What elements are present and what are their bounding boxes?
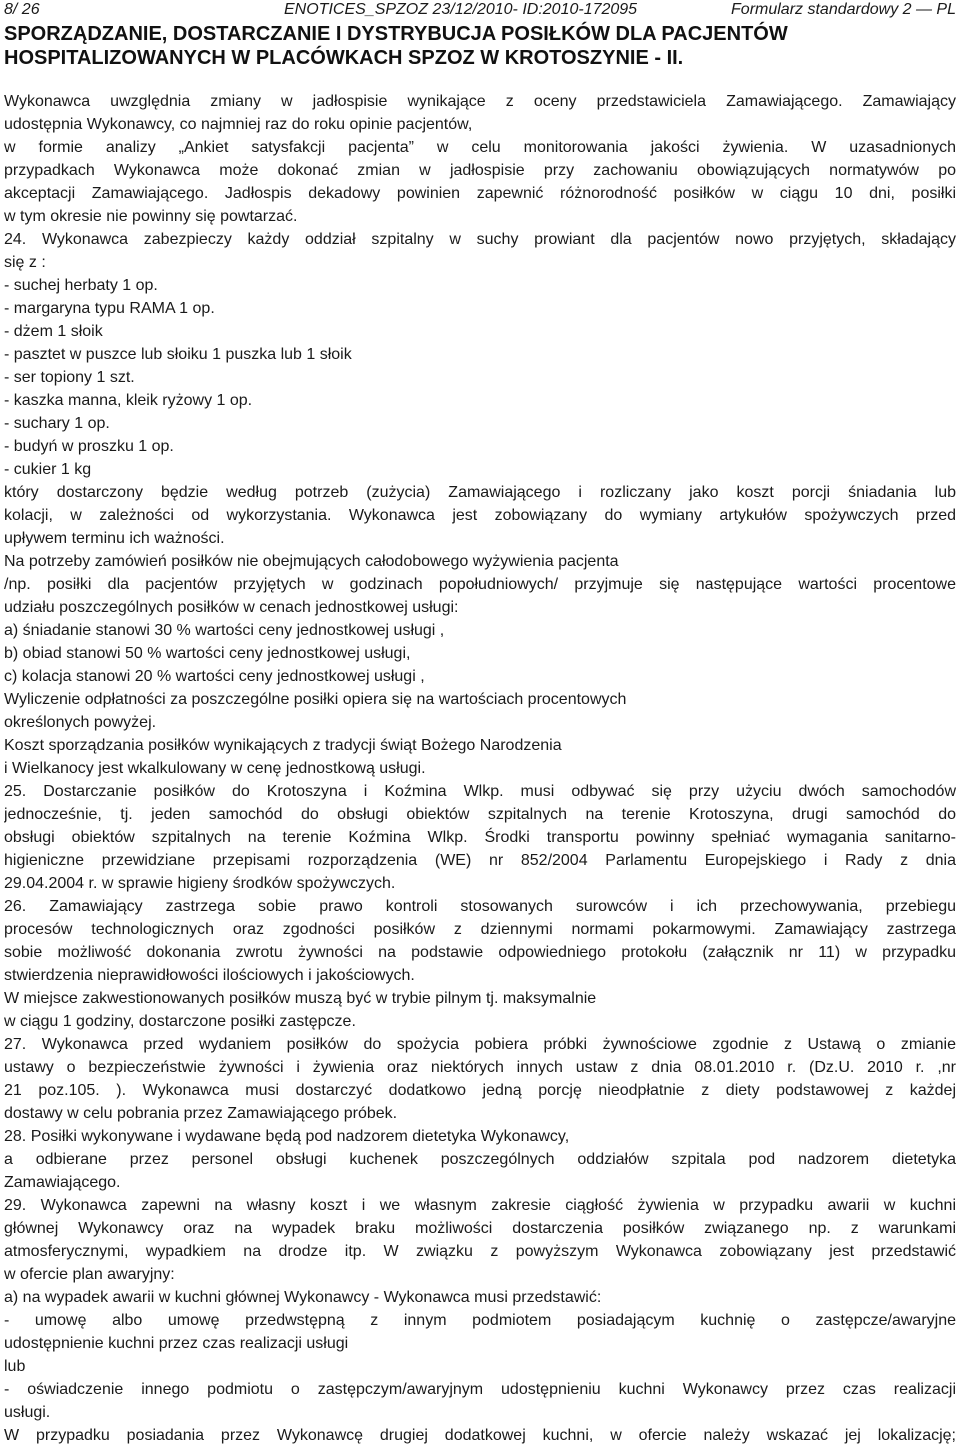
text-line: - umowę albo umowę przedwstępną z innym podmiotem posiadającym kuchnię o zastępcze/awaryjne	[4, 1312, 956, 1329]
text-line: b) obiad stanowi 50 % wartości ceny jednostkowej usługi,	[4, 645, 411, 662]
text-line: 25. Dostarczanie posiłków do Krotoszyna i Koźmina Wlkp. musi odbywać się przy użyciu dwóch samochodów	[4, 783, 956, 800]
text-line: - pasztet w puszce lub słoiku 1 puszka lub 1 słoik	[4, 346, 352, 363]
text-line: W przypadku posiadania przez Wykonawcę drugiej dodatkowej kuchni, w ofercie należy wskazać jej lokalizację;	[4, 1427, 956, 1444]
text-line: udziału poszczególnych posiłków w cenach jednostkowej usługi:	[4, 599, 459, 616]
page-header	[4, 0, 956, 20]
text-line: w ciągu 1 godziny, dostarczone posiłki zastępcze.	[4, 1013, 356, 1030]
text-line: procesów technologicznych oraz zgodności posiłków z dziennymi normami pokarmowymi. Zamawiający zastrzega	[4, 921, 956, 938]
text-line: Na potrzeby zamówień posiłków nie obejmujących całodobowego wyżywienia pacjenta	[4, 553, 619, 570]
text-line: upływem terminu ich ważności.	[4, 530, 225, 547]
text-line: 26. Zamawiający zastrzega sobie prawo kontroli stosowanych surowców i ich przechowywania, przebiegu	[4, 898, 956, 915]
text-line: przypadkach Wykonawca może dokonać zmian w jadłospisie przy zachowaniu obowiązujących normatywów po	[4, 162, 956, 179]
text-line: - margaryna typu RAMA 1 op.	[4, 300, 215, 317]
text-line: udostępnia Wykonawcy, co najmniej raz do roku opinie pacjentów,	[4, 116, 473, 133]
title-line-2: HOSPITALIZOWANYCH W PLACÓWKACH SPZOZ W KROTOSZYNIE - II.	[4, 47, 684, 69]
text-line: 21 poz.105. ). Wykonawca musi dostarczyć dodatkowo jedną porcję nieodpłatnie z diety podstawowej z każdej	[4, 1082, 956, 1099]
text-line: określonych powyżej.	[4, 714, 157, 731]
text-line: sobie możliwość dokonania zwrotu żywności na podstawie odpowiedniego protokołu (załącznik nr 11) w przypadku	[4, 944, 956, 961]
text-line: i Wielkanocy jest wkalkulowany w cenę jednostkową usługi.	[4, 760, 426, 777]
text-line: - dżem 1 słoik	[4, 323, 103, 340]
text-line: - suchary 1 op.	[4, 415, 110, 432]
text-line: atmosferycznymi, wypadkiem na drodze itp. W związku z powyższym Wykonawca zobowiązany jest przedstawić	[4, 1243, 956, 1260]
text-line: Koszt sporządzania posiłków wynikających z tradycji świąt Bożego Narodzenia	[4, 737, 562, 754]
text-line: usługi.	[4, 1404, 51, 1421]
form-type: Formularz standardowy 2 — PL	[731, 1, 956, 18]
text-line: kolacji, w zależności od wykorzystania. Wykonawca jest zobowiązany do wymiany artykułów spożywczych przed	[4, 507, 956, 524]
text-line: /np. posiłki dla pacjentów przyjętych w godzinach popołudniowych/ przyjmuje się następujące wartości procentowe	[4, 576, 956, 593]
text-line: Wyliczenie odpłatności za poszczególne posiłki opiera się na wartościach procentowych	[4, 691, 627, 708]
text-line: w ofercie plan awaryjny:	[4, 1266, 175, 1283]
text-line: udostępnienie kuchni przez czas realizacji usługi	[4, 1335, 349, 1352]
text-line: W miejsce zakwestionowanych posiłków muszą być w trybie pilnym tj. maksymalnie	[4, 990, 597, 1007]
text-line: obsługi obiektów szpitalnych na terenie Koźmina Wlkp. Środki transportu powinny spełniać wymagania sanitarno-	[4, 829, 956, 846]
text-line: higieniczne przewidziane przepisami rozporządzenia (WE) nr 852/2004 Parlamentu Europejskiego i Rady z dnia	[4, 852, 956, 869]
text-line: który dostarczony będzie według potrzeb (zużycia) Zamawiającego i rozliczany jako koszt porcji śniadania lub	[4, 484, 956, 501]
text-line: dostawy w celu pobrania przez Zamawiającego próbek.	[4, 1105, 398, 1122]
document-body	[4, 90, 956, 1447]
text-line: 27. Wykonawca przed wydaniem posiłków do spożycia pobiera próbki żywnościowe zgodnie z Ustawą o zmianie	[4, 1036, 956, 1053]
text-line: Wykonawca uwzględnia zmiany w jadłospisie wynikające z oceny przedstawiciela Zamawiającego. Zamawiający	[4, 93, 956, 110]
text-line: a) na wypadek awarii w kuchni głównej Wykonawcy - Wykonawca musi przedstawić:	[4, 1289, 602, 1306]
document-title	[4, 22, 956, 70]
text-line: jednocześnie, tj. jeden samochód do obsługi obiektów szpitalnych na terenie Krotoszyna, drugi samochód do	[4, 806, 956, 823]
text-line: w formie analizy „Ankiet satysfakcji pacjenta” w celu monitorowania jakości żywienia. W uzasadnionych	[4, 139, 956, 156]
text-line: - kaszka manna, kleik ryżowy 1 op.	[4, 392, 253, 409]
text-line: 29. Wykonawca zapewni na własny koszt i we własnym zakresie ciągłość żywienia w przypadku awarii w kuchni	[4, 1197, 956, 1214]
text-line: - ser topiony 1 szt.	[4, 369, 135, 386]
text-line: głównej Wykonawcy oraz na wypadek braku możliwości dostarczenia posiłków związanego np. z warunkami	[4, 1220, 956, 1237]
text-line: - suchej herbaty 1 op.	[4, 277, 158, 294]
text-line: a odbierane przez personel obsługi kuchenek poszczególnych oddziałów szpitala pod nadzorem dietetyka	[4, 1151, 956, 1168]
text-line: w tym okresie nie powinny się powtarzać.	[4, 208, 298, 225]
page-number: 8/ 26	[4, 1, 40, 18]
text-line: c) kolacja stanowi 20 % wartości ceny jednostkowej usługi ,	[4, 668, 425, 685]
text-line: lub	[4, 1358, 26, 1375]
text-line: Zamawiającego.	[4, 1174, 121, 1191]
text-line: 24. Wykonawca zabezpieczy każdy oddział szpitalny w suchy prowiant dla pacjentów nowo przyjętych, składający	[4, 231, 956, 248]
text-line: - oświadczenie innego podmiotu o zastępczym/awaryjnym udostępnieniu kuchni Wykonawcy przez czas realizacji	[4, 1381, 956, 1398]
text-line: - cukier 1 kg	[4, 461, 92, 478]
text-line: stwierdzenia nieprawidłowości ilościowych i jakościowych.	[4, 967, 415, 984]
text-line: 28. Posiłki wykonywane i wydawane będą pod nadzorem dietetyka Wykonawcy,	[4, 1128, 570, 1145]
text-line: 29.04.2004 r. w sprawie higieny środków spożywczych.	[4, 875, 396, 892]
text-line: akceptacji Zamawiającego. Jadłospis dekadowy powinien zapewnić różnorodność posiłków w ciągu 10 dni, posiłki	[4, 185, 956, 202]
notice-id: ENOTICES_SPZOZ 23/12/2010- ID:2010-172095	[284, 1, 638, 18]
title-line-1: SPORZĄDZANIE, DOSTARCZANIE I DYSTRYBUCJA POSIŁKÓW DLA PACJENTÓW	[4, 23, 788, 45]
text-line: a) śniadanie stanowi 30 % wartości ceny jednostkowej usługi ,	[4, 622, 445, 639]
text-line: się z :	[4, 254, 46, 271]
text-line: - budyń w proszku 1 op.	[4, 438, 174, 455]
text-line: ustawy o bezpieczeństwie żywności i żywienia oraz niektórych innych ustaw z dnia 08.01.2010 r. (Dz.U. 2010 r. ,nr	[4, 1059, 956, 1076]
